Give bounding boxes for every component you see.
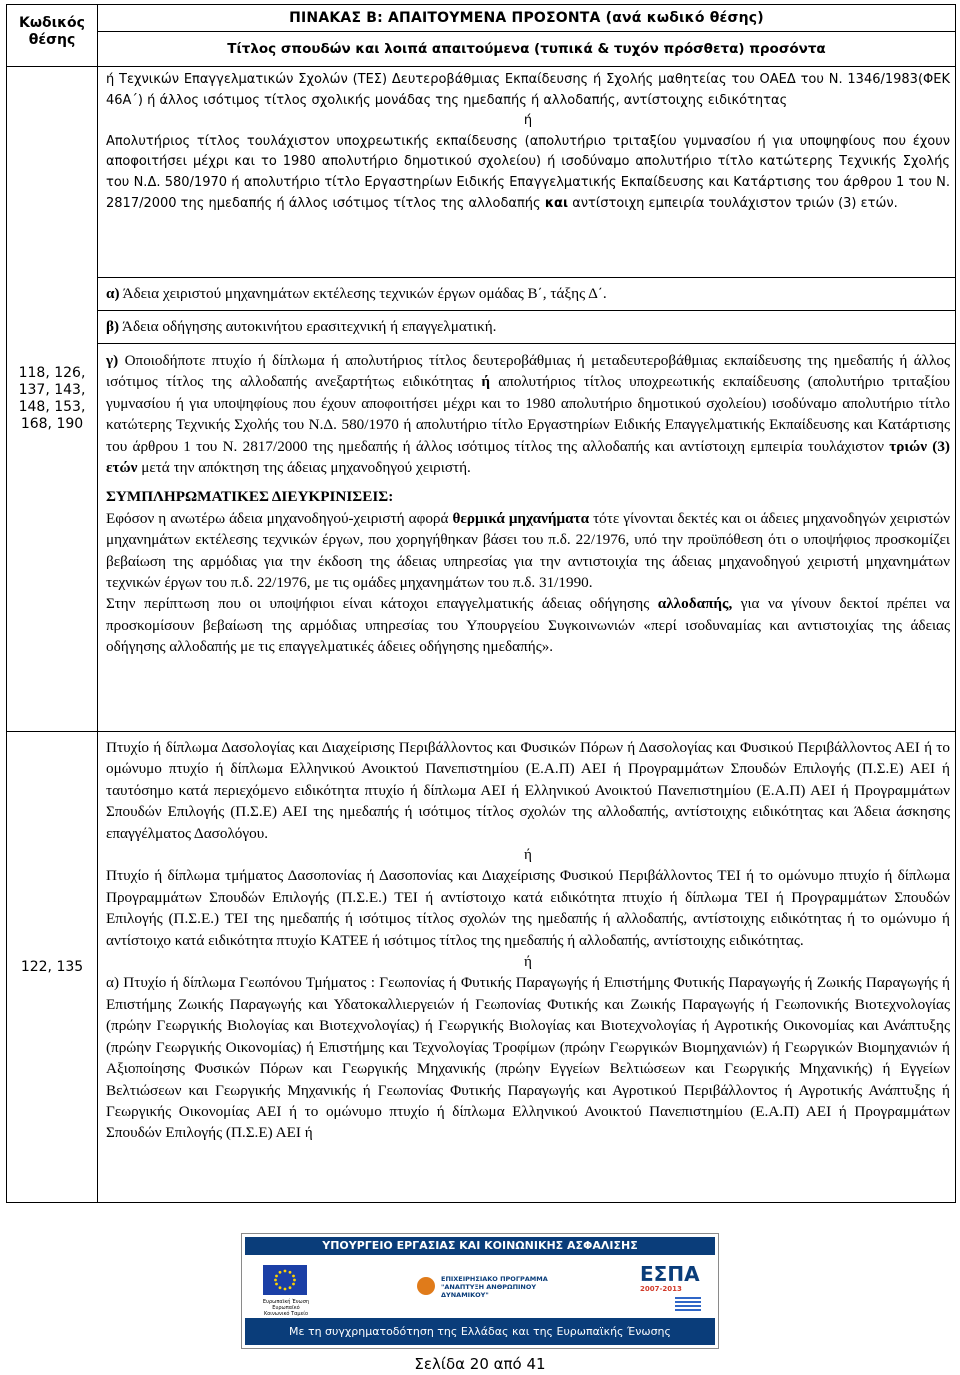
group1-education-block	[98, 67, 955, 277]
group1-or: ή	[523, 113, 533, 129]
program-name: ΕΠΙΧΕΙΡΗΣΙΑΚΟ ΠΡΟΓΡΑΜΜΑ "ΑΝΑΠΤΥΞΗ ΑΝΘΡΩΠΙΝΟΥ ΔΥΝΑΜΙΚΟΥ"	[441, 1275, 548, 1299]
qualifications-group1	[98, 67, 956, 732]
eu-caption: Ευρωπαϊκή Ένωση Ευρωπαϊκό Κοινωνικό Ταμείο	[262, 1299, 310, 1317]
group1-paragraph-1: ή Τεχνικών Επαγγελματικών Σχολών (ΤΕΣ) Δευτεροβάθμιας Εκπαίδευσης ή Σχολής μαθητείας του ΟΑΕΔ του Ν. 1346/1983(ΦΕΚ 46Α΄) ή άλλος ισότιμος τίτλος σχολικής μονάδας της ημεδαπής ή αλλοδαπής, αντίστοιχης ειδικότητας	[106, 72, 950, 108]
logos-strip	[245, 1255, 715, 1318]
greek-flag-icon	[675, 1297, 701, 1313]
espa-logo	[640, 1263, 702, 1293]
funding-banner	[241, 1233, 719, 1349]
group2-or-2: ή	[524, 953, 532, 971]
note-foreign-license: Στην περίπτωση που οι υποψήφιοι είναι κάτοχοι επαγγελματικής άδειας οδήγησης αλλοδαπής, για να γίνουν δεκτοί πρέπει να προσκομίσουν βεβαίωση της αρμόδιας υπηρεσίας του Υπουργείου Συγκοινωνιών «περί ισοδυναμίας και αντιστοιχίας της άδειας οδήγησης αλλοδαπής με τις επαγγελματικές άδειες οδήγησης ημεδαπής».	[106, 595, 950, 656]
group1-paragraph-2: Απολυτήριος τίτλος τουλάχιστον υποχρεωτικής εκπαίδευσης (απολυτήριο τριταξίου γυμνασίου ή για υποψηφίους που έχουν αποφοιτήσει μέχρι και το 1980 απολυτήριο δημοτικού σχολείου) ή ισοδύναμο απολυτήριο τίτλο κατώτερης Τεχνικής Σχολής του Ν.Δ. 580/1970 ή απολυτήριο τίτλο Εργαστηρίων Ειδικής Επαγγελματικής Εκπαίδευσης και Κατάρτισης του άρθρου 1 του Ν. 2817/2000 της ημεδαπής ή άλλος ισότιμος τίτλος της αλλοδαπής και αντίστοιχη εμπειρία τουλάχιστον τριών (3) ετών.	[106, 133, 950, 211]
group1-license-b: β) Άδεια οδήγησης αυτοκινήτου ερασιτεχνική ή επαγγελματική.	[98, 310, 955, 343]
cofinance-bar: Με τη συγχρηματοδότηση της Ελλάδας και της Ευρωπαϊκής Ένωσης	[245, 1318, 715, 1345]
program-logo-icon	[417, 1277, 435, 1295]
group1-option-c-and-notes	[98, 343, 955, 731]
group1-option-c: γ) Οποιοδήποτε πτυχίο ή δίπλωμα ή απολυτήριος τίτλος δευτεροβάθμιας ή μεταδευτεροβάθμιας εκπαίδευσης της ημεδαπής ή άλλος ισότιμος τίτλος της αλλοδαπής ανεξαρτήτως ειδικότητας ή απολυτήριος τίτλος υποχρεωτικής εκπαίδευσης (απολυτήριο τριταξίου γυμνασίου ή για υποψηφίους που έχουν αποφοιτήσει μέχρι και το 1980 απολυτήριο δημοτικού σχολείου) ισοδύναμο απολυτήριο τίτλο κατώτερης Τεχνικής Σχολής του Ν.Δ. 580/1970 ή απολυτήριο τίτλο Εργαστηρίων Ειδικής Επαγγελματικής Εκπαίδευσης και Κατάρτισης του άρθρου 1 του Ν. 2817/2000 της ημεδαπής ή άλλος ισότιμος τίτλος της αλλοδαπής και αντίστοιχη εμπειρία τουλάχιστον τριών (3) ετών μετά την απόκτηση της άδειας μηχανοδηγού χειριστή.	[106, 352, 950, 477]
group2-paragraph-3: α) Πτυχίο ή δίπλωμα Γεωπόνου Τμήματος : Γεωπονίας ή Φυτικής Παραγωγής ή Επιστήμης Φυτικής Παραγωγής ή Ζωικής Παραγωγής ή Επιστήμης Ζωικής Παραγωγής και Υδατοκαλλιεργειών ή Γεωπονίας Φυτικής και Ζωικής Παραγωγής ή Γεωπονικής Βιοτεχνολογίας (πρώην Γεωργικής Βιολογίας και Βιοτεχνολογίας) ή Γεωργικής Βιολογίας και Βιοτεχνολογίας ή Αγροτικής Οικονομίας και Ανάπτυξης (πρώην Γεωργικής Οικονομίας) ή Επιστήμης και Τεχνολογίας Τροφίμων (πρώην Γεωργικών Βιομηχανιών) ή Γεωργικών Βιομηχανιών ή Αξιοποίησης Φυσικών Πόρων και Γεωργικής Μηχανικής (πρώην Εγγείων Βελτιώσεων και Γεωργικής Μηχανικής) ή Εγγείων Βελτιώσεων και Γεωργικής Μηχανικής ή Γεωπονίας Φυτικής Παραγωγής και Αγροτικού Περιβάλλοντος ή Αγροτικής Ανάπτυξης ή Γεωργικής Οικονομίας ΑΕΙ ή το ομώνυμο πτυχίο ή δίπλωμα Ελληνικού Ανοικτού Πανεπιστημίου (Ε.Α.Π) ΑΕΙ ή Προγραμμάτων Σπουδών Επιλογής (Π.Σ.Ε) ΑΕΙ ή	[106, 974, 950, 1142]
header-code-column: Κωδικός θέσης	[7, 5, 98, 67]
notes-heading: ΣΥΜΠΛΗΡΩΜΑΤΙΚΕΣ ΔΙΕΥΚΡΙΝΙΣΕΙΣ:	[106, 488, 394, 506]
position-codes-group1: 118, 126, 137, 143, 148, 153, 168, 190	[7, 67, 98, 732]
eu-flag-icon	[263, 1265, 307, 1295]
espa-years: 2007-2013	[640, 1285, 682, 1293]
header-qualifications-column: Τίτλος σπουδών και λοιπά απαιτούμενα (τυπικά & τυχόν πρόσθετα) προσόντα	[98, 32, 956, 67]
group1-license-a: α) Άδεια χειριστού μηχανημάτων εκτέλεσης τεχνικών έργων ομάδας Β΄, τάξης Δ΄.	[98, 277, 955, 310]
requirements-table	[6, 4, 956, 1203]
espa-name: ΕΣΠΑ	[640, 1262, 700, 1286]
qualifications-group2	[98, 732, 956, 1203]
page-number: Σελίδα 20 από 41	[414, 1355, 546, 1373]
ministry-bar: ΥΠΟΥΡΓΕΙΟ ΕΡΓΑΣΙΑΣ ΚΑΙ ΚΟΙΝΩΝΙΚΗΣ ΑΣΦΑΛΙΣΗΣ	[245, 1237, 715, 1255]
group2-or-1: ή	[524, 846, 532, 864]
group2-paragraph-1: Πτυχίο ή δίπλωμα Δασολογίας και Διαχείρισης Περιβάλλοντος και Φυσικών Πόρων ή Δασολογίας και Φυσικού Περιβάλλοντος ΑΕΙ ή το ομώνυμο πτυχίο ή δίπλωμα Ελληνικού Ανοικτού Πανεπιστημίου (Ε.Α.Π) ΑΕΙ ή Προγραμμάτων Σπουδών Επιλογής (Π.Σ.Ε) ΑΕΙ ή ταυτόσημο κατά περιεχόμενο ειδικότητα πτυχίο ή δίπλωμα ΑΕΙ ή Ελληνικού Ανοικτού Πανεπιστημίου (Ε.Α.Π) ΑΕΙ ή Προγραμμάτων Σπουδών Επιλογής (Π.Σ.Ε) ΑΕΙ της ημεδαπής ή ισότιμος τίτλος σχολών της αλλοδαπής, αντίστοιχης ειδικότητας και Άδεια άσκησης επαγγέλματος Δασολόγου.	[106, 739, 950, 842]
note-thermal-machines: Εφόσον η ανωτέρω άδεια μηχανοδηγού-χειριστή αφορά θερμικά μηχανήματα τότε γίνονται δεκτές και οι άδειες μηχανοδηγών χειριστών μηχανημάτων εκτέλεσης τεχνικών έργων, που χορηγήθηκαν βάσει του π.δ. 22/1976, υπό την προϋπόθεση ότι ο υποψήφιος προσκομίζει βεβαίωση της αρμόδιας για την έκδοση της άδειας υπηρεσίας για την αντιστοιχία της άδειας μηχανοδηγού χειριστή μηχανημάτων τεχνικών έργων του π.δ. 22/1976, με τις ομάδες μηχανημάτων του π.δ. 31/1990.	[106, 509, 951, 592]
table-title: ΠΙΝΑΚΑΣ Β: ΑΠΑΙΤΟΥΜΕΝΑ ΠΡΟΣΟΝΤΑ (ανά κωδικό θέσης)	[98, 5, 956, 32]
position-codes-group2: 122, 135	[7, 732, 98, 1203]
group2-paragraph-2: Πτυχίο ή δίπλωμα τμήματος Δασοπονίας ή Δασοπονίας και Διαχείρισης Φυσικού Περιβάλλοντος ΤΕΙ ή το ομώνυμο πτυχίο ή δίπλωμα Προγραμμάτων Σπουδών Επιλογής (Π.Σ.Ε.) ΤΕΙ ή αντίστοιχο κατά ειδικότητα πτυχίο ή δίπλωμα ΤΕΙ ή Προγραμμάτων Σπουδών Επιλογής (Π.Σ.Ε.) ΤΕΙ της ημεδαπής ή ισότιμος τίτλος σχολών της ημεδαπής ή αλλοδαπής, αντίστοιχης ειδικότητας ή το ομώνυμο ή αντίστοιχο κατά ειδικότητα πτυχίο ΚΑΤΕΕ ή ισότιμος τίτλος της ημεδαπής ή αλλοδαπής, αντίστοιχης ειδικότητας.	[106, 867, 950, 949]
